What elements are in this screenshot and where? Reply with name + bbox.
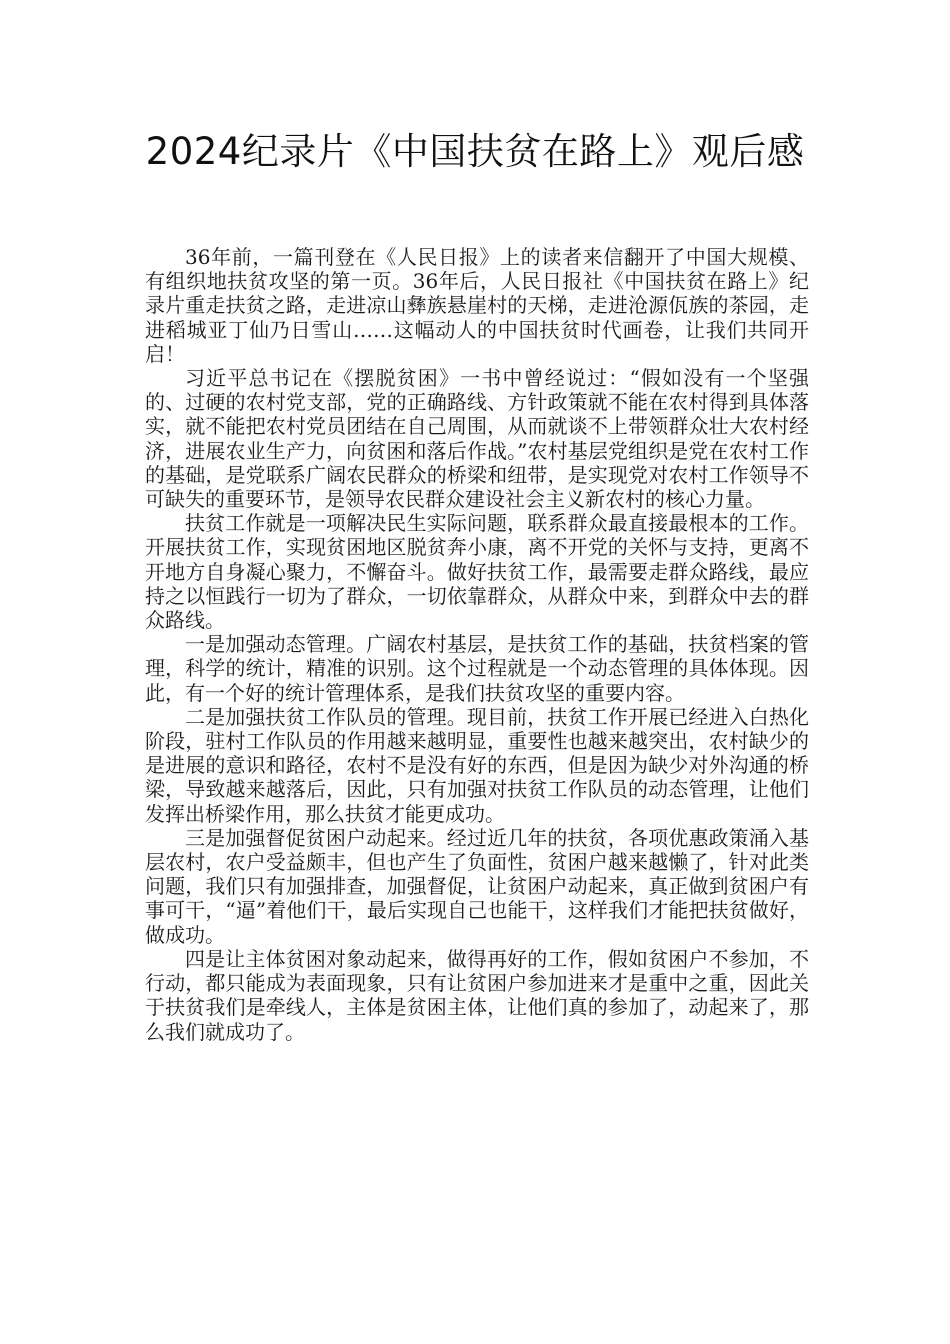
paragraph-point-two: 二是加强扶贫工作队员的管理。现目前，扶贫工作开展已经进入白热化阶段，驻村工作队员的作用越来越明显，重要性也越来越突出，农村缺少的是进展的意识和路径，农村不是没有好的东西，但是因为缺少对外沟通的桥梁，导致越来越落后，因此，只有加强对扶贫工作队员的动态管理，让他们发挥出桥梁作用，那么扶贫才能更成功。 — [145, 704, 809, 826]
paragraph-point-one: 一是加强动态管理。广阔农村基层，是扶贫工作的基础，扶贫档案的管理，科学的统计，精准的识别。这个过程就是一个动态管理的具体体现。因此，有一个好的统计管理体系，是我们扶贫攻坚的重要内容。 — [145, 632, 809, 705]
paragraph-point-four: 四是让主体贫困对象动起来，做得再好的工作，假如贫困户不参加，不行动，都只能成为表面现象，只有让贫困户参加进来才是重中之重，因此关于扶贫我们是牵线人，主体是贫困主体，让他们真的参加了，动起来了，那么我们就成功了。 — [145, 946, 809, 1044]
paragraph-intro: 36年前，一篇刊登在《人民日报》上的读者来信翻开了中国大规模、有组织地扶贫攻坚的第一页。36年后，人民日报社《中国扶贫在路上》纪录片重走扶贫之路，走进凉山彝族悬崖村的天梯，走进沧源佤族的茶园，走进稻城亚丁仙乃日雪山……这幅动人的中国扶贫时代画卷，让我们共同开启！ — [145, 245, 809, 366]
document-body — [145, 245, 809, 1044]
paragraph-mass-line: 扶贫工作就是一项解决民生实际问题，联系群众最直接最根本的工作。开展扶贫工作，实现贫困地区脱贫奔小康，离不开党的关怀与支持，更离不开地方自身凝心聚力，不懈奋斗。做好扶贫工作，最需要走群众路线，最应持之以恒践行一切为了群众，一切依靠群众，从群众中来，到群众中去的群众路线。 — [145, 511, 809, 633]
paragraph-quote: 习近平总书记在《摆脱贫困》一书中曾经说过：“假如没有一个坚强的、过硬的农村党支部，党的正确路线、方针政策就不能在农村得到具体落实，就不能把农村党员团结在自己周围，从而就谈不上带领群众壮大农村经济，进展农业生产力，向贫困和落后作战。”农村基层党组织是党在农村工作的基础，是党联系广阔农民群众的桥梁和纽带，是实现党对农村工作领导不可缺失的重要环节，是领导农民群众建设社会主义新农村的核心力量。 — [145, 366, 809, 512]
document-title: 2024纪录片《中国扶贫在路上》观后感 — [145, 130, 805, 173]
paragraph-point-three: 三是加强督促贫困户动起来。经过近几年的扶贫，各项优惠政策涌入基层农村，农户受益颇丰，但也产生了负面性，贫困户越来越懒了，针对此类问题，我们只有加强排查，加强督促，让贫困户动起来，真正做到贫困户有事可干，“逼”着他们干，最后实现自己也能干，这样我们才能把扶贫做好，做成功。 — [145, 825, 809, 947]
